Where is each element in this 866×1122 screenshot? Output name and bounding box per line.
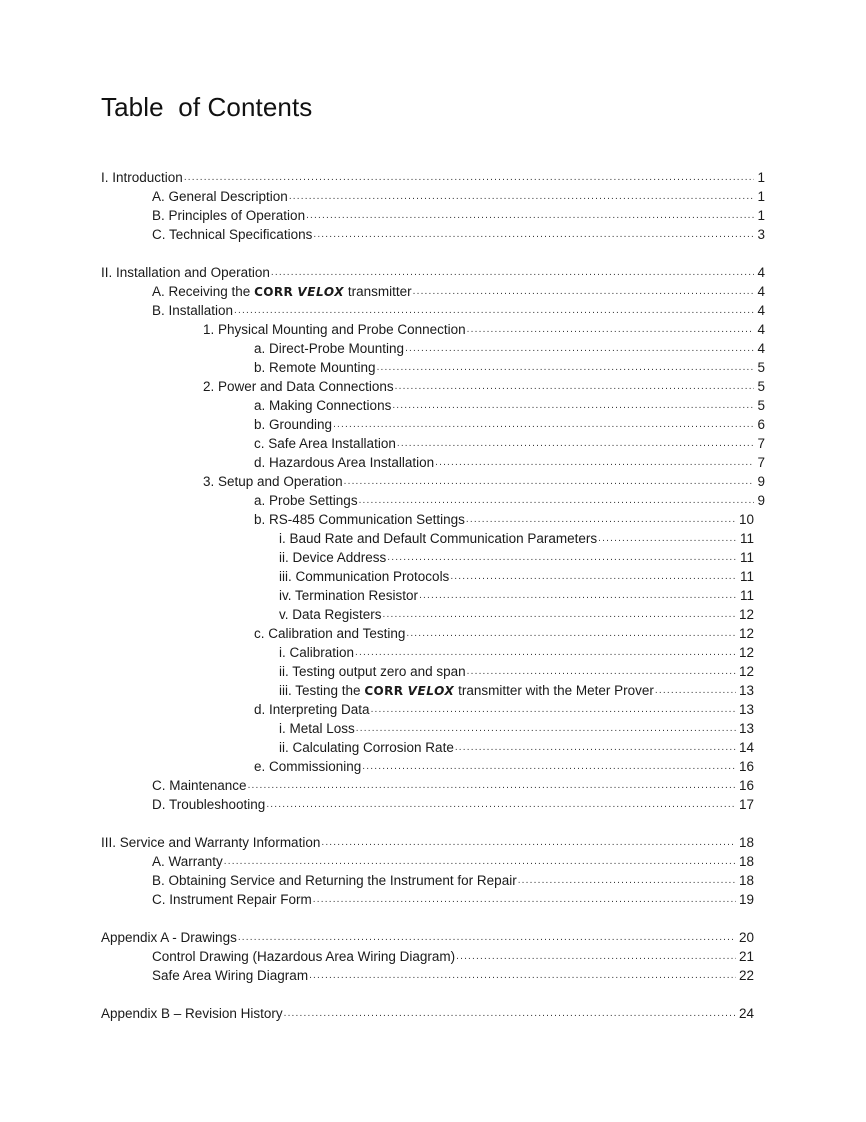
dot-leader: [224, 854, 736, 869]
toc-entry-text: III. Service and Warranty Information: [101, 835, 321, 850]
dot-leader: [359, 493, 755, 508]
toc-entry[interactable]: [254, 510, 754, 529]
toc-entry[interactable]: [279, 738, 754, 757]
toc-entry[interactable]: [254, 700, 754, 719]
toc-entry-page: 16: [738, 778, 754, 793]
corr-velox-logo: CORR VELOX: [364, 684, 455, 698]
toc-entry-text: ii. Testing output zero and span: [279, 664, 466, 679]
toc-entry-text: 1. Physical Mounting and Probe Connection: [203, 322, 466, 337]
dot-leader: [356, 721, 736, 736]
toc-entry-text: d. Interpreting Data: [254, 702, 370, 717]
toc-entry[interactable]: [203, 320, 765, 339]
toc-entry-page: 12: [738, 645, 754, 660]
toc-entry-text: ii. Calculating Corrosion Rate: [279, 740, 454, 755]
dot-leader: [309, 968, 736, 983]
toc-entry[interactable]: [254, 339, 765, 358]
toc-entry[interactable]: [152, 225, 765, 244]
toc-entry-page: 20: [738, 930, 754, 945]
toc-entry[interactable]: [101, 263, 765, 282]
toc-entry-text: Appendix B – Revision History: [101, 1006, 283, 1021]
toc-entry-page: 21: [738, 949, 754, 964]
toc-entry-text: v. Data Registers: [279, 607, 382, 622]
dot-leader: [234, 303, 754, 318]
toc-entry[interactable]: [279, 548, 754, 567]
toc-entry-text: 3. Setup and Operation: [203, 474, 343, 489]
toc-entry-text: A. General Description: [152, 189, 288, 204]
toc-entry-page: 7: [757, 455, 765, 470]
dot-leader: [413, 284, 755, 299]
toc-entry-text: a. Direct-Probe Mounting: [254, 341, 405, 356]
dot-leader: [271, 265, 755, 280]
toc-entry-page: 1: [757, 189, 765, 204]
toc-entry-text: iv. Termination Resistor: [279, 588, 419, 603]
toc-entry-text: B. Principles of Operation: [152, 208, 306, 223]
dot-leader: [395, 379, 755, 394]
dot-leader: [321, 835, 736, 850]
dot-leader: [419, 588, 737, 603]
toc-entry-text: A. Warranty: [152, 854, 223, 869]
dot-leader: [289, 189, 755, 204]
toc-entry-text: b. Grounding: [254, 417, 333, 432]
toc-entry-page: 12: [738, 664, 754, 679]
dot-leader: [284, 1006, 736, 1021]
dot-leader: [184, 170, 755, 185]
toc-entry-text: ii. Device Address: [279, 550, 387, 565]
toc-entry[interactable]: [254, 434, 765, 453]
toc-entry-page: 14: [738, 740, 754, 755]
toc-entry[interactable]: [203, 472, 765, 491]
toc-entry[interactable]: [279, 529, 754, 548]
dot-leader: [313, 227, 754, 242]
dot-leader: [455, 740, 736, 755]
toc-entry[interactable]: [152, 301, 765, 320]
dot-leader: [406, 626, 736, 641]
dot-leader: [344, 474, 755, 489]
toc-entry[interactable]: [203, 377, 765, 396]
dot-leader: [598, 531, 737, 546]
toc-entry-page: 11: [739, 588, 754, 603]
dot-leader: [387, 550, 737, 565]
dot-leader: [655, 683, 736, 698]
toc-entry[interactable]: [152, 795, 754, 814]
dot-leader: [313, 892, 736, 907]
toc-entry-page: 16: [738, 759, 754, 774]
dot-leader: [450, 569, 737, 584]
toc-entry-text: b. RS-485 Communication Settings: [254, 512, 465, 527]
toc-entry[interactable]: [254, 358, 765, 377]
toc-entry[interactable]: [101, 833, 754, 852]
toc-entry-page: 18: [738, 873, 754, 888]
toc-entry-text: a. Probe Settings: [254, 493, 358, 508]
toc-entry[interactable]: [152, 890, 754, 909]
dot-leader: [466, 512, 736, 527]
toc-entry-page: 4: [757, 322, 765, 337]
toc-entry[interactable]: [152, 966, 754, 985]
toc-entry-page: 3: [757, 227, 765, 242]
toc-entry[interactable]: [279, 643, 754, 662]
toc-entry-text: C. Technical Specifications: [152, 227, 313, 242]
dot-leader: [435, 455, 754, 470]
toc-entry-page: 4: [757, 284, 765, 299]
toc-entry-text: Appendix A - Drawings: [101, 930, 237, 945]
dot-leader: [518, 873, 736, 888]
toc-entry-page: 17: [738, 797, 754, 812]
toc-entry-page: 4: [757, 265, 765, 280]
toc-entry-text: d. Hazardous Area Installation: [254, 455, 435, 470]
toc-entry[interactable]: [152, 871, 754, 890]
toc-entry-page: 13: [738, 683, 754, 698]
toc-entry[interactable]: [152, 947, 754, 966]
toc-entry-text: i. Calibration: [279, 645, 355, 660]
toc-entry-text: B. Obtaining Service and Returning the Instrument for Repair: [152, 873, 517, 888]
toc-entry[interactable]: [254, 491, 765, 510]
dot-leader: [266, 797, 736, 812]
dot-leader: [467, 664, 736, 679]
page-title: Table of Contents: [101, 92, 313, 122]
toc-entry-text: c. Calibration and Testing: [254, 626, 406, 641]
toc-entry-text: C. Maintenance: [152, 778, 247, 793]
toc-entry-page: 1: [757, 170, 765, 185]
dot-leader: [306, 208, 754, 223]
dot-leader: [383, 607, 736, 622]
dot-leader: [405, 341, 754, 356]
toc-entry[interactable]: [279, 605, 754, 624]
dot-leader: [238, 930, 736, 945]
toc-entry-page: 9: [757, 474, 765, 489]
dot-leader: [248, 778, 736, 793]
toc-entry-page: 11: [739, 569, 754, 584]
toc-entry[interactable]: [152, 206, 765, 225]
toc-entry-page: 5: [757, 360, 765, 375]
toc-entry-page: 18: [738, 854, 754, 869]
toc-entry-page: 12: [738, 626, 754, 641]
toc-entry-text: Safe Area Wiring Diagram: [152, 968, 309, 983]
toc-entry-page: 4: [757, 303, 765, 318]
toc-entry-text: 2. Power and Data Connections: [203, 379, 394, 394]
toc-entry[interactable]: [279, 719, 754, 738]
toc-entry-page: 10: [738, 512, 754, 527]
toc-entry-page: 4: [757, 341, 765, 356]
dot-leader: [362, 759, 736, 774]
toc-entry-page: 11: [739, 531, 754, 546]
dot-leader: [377, 360, 755, 375]
toc-entry[interactable]: [254, 415, 765, 434]
toc-entry-page: 12: [738, 607, 754, 622]
toc-entry-page: 5: [757, 398, 765, 413]
toc-entry-page: 5: [757, 379, 765, 394]
toc-entry-text: II. Installation and Operation: [101, 265, 270, 280]
toc-entry-text: C. Instrument Repair Form: [152, 892, 312, 907]
toc-entry-text: B. Installation: [152, 303, 234, 318]
dot-leader: [392, 398, 754, 413]
toc-entry-text: D. Troubleshooting: [152, 797, 266, 812]
toc-entry-page: 9: [757, 493, 765, 508]
toc-entry[interactable]: [101, 1004, 754, 1023]
toc-entry-page: 18: [738, 835, 754, 850]
toc-entry-text: a. Making Connections: [254, 398, 392, 413]
toc-entry-text: b. Remote Mounting: [254, 360, 376, 375]
toc-entry[interactable]: [152, 187, 765, 206]
toc-entry-page: 19: [738, 892, 754, 907]
dot-leader: [456, 949, 736, 964]
toc-entry[interactable]: [279, 567, 754, 586]
toc-entry-text: A. Receiving the CORR VELOX transmitter: [152, 284, 412, 299]
toc-entry[interactable]: [254, 453, 765, 472]
toc-entry-page: 22: [738, 968, 754, 983]
toc-entry-text: I. Introduction: [101, 170, 183, 185]
toc-entry[interactable]: [152, 852, 754, 871]
corr-velox-logo: CORR VELOX: [254, 285, 345, 299]
toc-entry[interactable]: [152, 776, 754, 795]
toc-entry-page: 11: [739, 550, 754, 565]
dot-leader: [397, 436, 755, 451]
toc-entry-text: iii. Communication Protocols: [279, 569, 450, 584]
toc-entry-page: 24: [738, 1006, 754, 1021]
toc-entry[interactable]: [152, 282, 765, 301]
dot-leader: [371, 702, 736, 717]
dot-leader: [467, 322, 755, 337]
toc-entry[interactable]: [101, 168, 765, 187]
toc-entry-text: i. Metal Loss: [279, 721, 355, 736]
toc-entry-text: i. Baud Rate and Default Communication Parameters: [279, 531, 598, 546]
toc-entry-page: 6: [757, 417, 765, 432]
toc-entry-text: iii. Testing the CORR VELOX transmitter with the Meter Prover: [279, 683, 654, 698]
toc-entry-page: 7: [757, 436, 765, 451]
toc-entry-page: 1: [757, 208, 765, 223]
toc-entry[interactable]: [254, 757, 754, 776]
toc-entry[interactable]: [279, 586, 754, 605]
toc-entry-page: 13: [738, 702, 754, 717]
dot-leader: [333, 417, 754, 432]
toc-entry-text: e. Commissioning: [254, 759, 362, 774]
toc-entry[interactable]: [101, 928, 754, 947]
toc-entry-text: c. Safe Area Installation: [254, 436, 396, 451]
toc-entry[interactable]: [254, 396, 765, 415]
toc-entry[interactable]: [279, 681, 754, 700]
toc-entry-text: Control Drawing (Hazardous Area Wiring Diagram): [152, 949, 456, 964]
dot-leader: [355, 645, 736, 660]
toc-entry[interactable]: [279, 662, 754, 681]
toc-entry-page: 13: [738, 721, 754, 736]
toc-entry[interactable]: [254, 624, 754, 643]
